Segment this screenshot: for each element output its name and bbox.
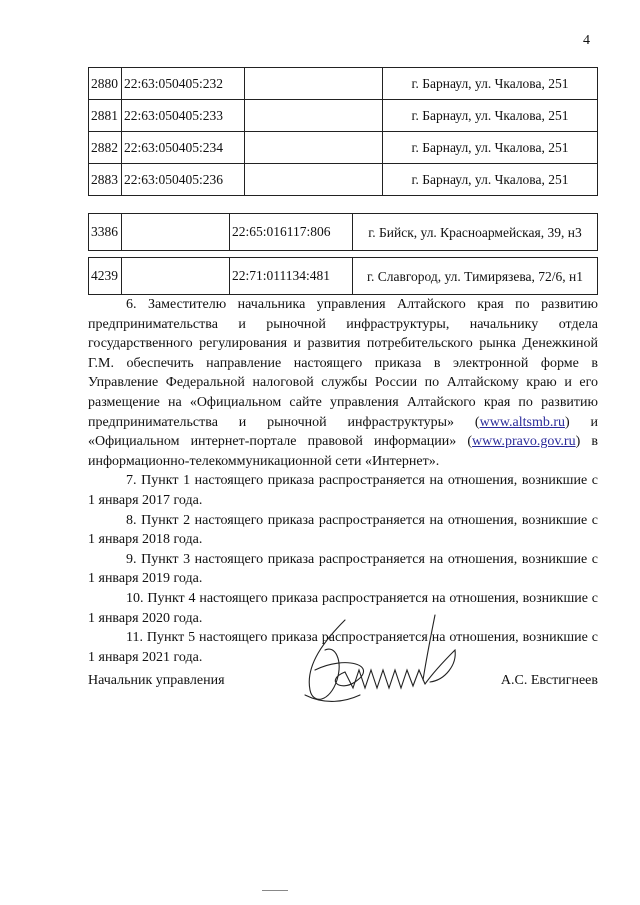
paragraph-6-text-1: 6. Заместителю начальника управления Алтайского края по развитию предпринимательства и рыночной инфраструктуры, начальнику отдела государственного регулирования и развития потребительского рынка Денежкиной Г.М. обеспечить направление настоящего приказа в электронной форме в Управление Федеральной налоговой службы России по Алтайскому краю и его размещение на «Официальном сайте управления Алтайского края по развитию предпринимательства и рыночной инфраструктуры» ( <box>88 297 598 430</box>
paragraph-9: 9. Пункт 3 настоящего приказа распространяется на отношения, возникшие с 1 января 2019 года. <box>88 551 598 587</box>
row-number: 2880 <box>89 68 122 100</box>
table-row <box>89 132 598 164</box>
paragraph-6-text-3: ) в информационно-телекоммуникационной сети «Интернет». <box>88 434 598 469</box>
cadastral-table-biysk <box>88 213 598 251</box>
cadastral-number: 22:63:050405:234 <box>122 132 245 164</box>
paragraph-7: 7. Пункт 1 настоящего приказа распространяется на отношения, возникшие с 1 января 2017 года. <box>88 473 598 508</box>
address-cell: г. Бийск, ул. Красноармейская, 39, н3 <box>353 214 598 251</box>
address-cell: г. Барнаул, ул. Чкалова, 251 <box>383 164 598 196</box>
row-number: 2883 <box>89 164 122 196</box>
cadastral-table-slavgorod <box>88 257 598 295</box>
empty-cell <box>245 68 383 100</box>
row-number: 3386 <box>89 214 122 251</box>
paragraph-8: 8. Пункт 2 настоящего приказа распространяется на отношения, возникшие с 1 января 2018 года. <box>88 512 598 548</box>
table-row <box>89 164 598 196</box>
signer-title: Начальник управления <box>88 673 225 688</box>
table-row <box>89 214 598 251</box>
table-row <box>89 100 598 132</box>
row-number: 2881 <box>89 100 122 132</box>
paragraph-6 <box>88 295 598 471</box>
handwritten-signature <box>285 610 475 710</box>
empty-cell <box>122 214 230 251</box>
cadastral-number: 22:71:011134:481 <box>230 258 353 295</box>
address-cell: г. Славгород, ул. Тимирязева, 72/6, н1 <box>353 258 598 295</box>
empty-cell <box>245 164 383 196</box>
page-number: 4 <box>583 33 590 48</box>
cadastral-number: 22:63:050405:232 <box>122 68 245 100</box>
signer-name: А.С. Евстигнеев <box>500 673 598 688</box>
table-row <box>89 258 598 295</box>
address-cell: г. Барнаул, ул. Чкалова, 251 <box>383 100 598 132</box>
empty-cell <box>245 100 383 132</box>
paragraph-11: 11. Пункт 5 настоящего приказа распространяется на отношения, возникшие с 1 января 2021 года. <box>88 630 598 665</box>
table-row <box>89 68 598 100</box>
empty-cell <box>245 132 383 164</box>
altsmb-link[interactable]: www.altsmb.ru <box>479 414 565 430</box>
row-number: 4239 <box>89 258 122 295</box>
paragraph-10: 10. Пункт 4 настоящего приказа распространяется на отношения, возникшие с 1 января 2020 года. <box>88 590 598 626</box>
empty-cell <box>122 258 230 295</box>
address-cell: г. Барнаул, ул. Чкалова, 251 <box>383 68 598 100</box>
cadastral-table-top <box>88 67 598 196</box>
row-number: 2882 <box>89 132 122 164</box>
cadastral-number: 22:63:050405:233 <box>122 100 245 132</box>
page-bottom-mark <box>262 890 288 891</box>
cadastral-number: 22:63:050405:236 <box>122 164 245 196</box>
cadastral-number: 22:65:016117:806 <box>230 214 353 251</box>
paragraph-6-text-2: ) и «Официальном интернет-портале правовой информации» ( <box>88 414 599 450</box>
pravo-link[interactable]: www.pravo.gov.ru <box>472 434 576 450</box>
address-cell: г. Барнаул, ул. Чкалова, 251 <box>383 132 598 164</box>
